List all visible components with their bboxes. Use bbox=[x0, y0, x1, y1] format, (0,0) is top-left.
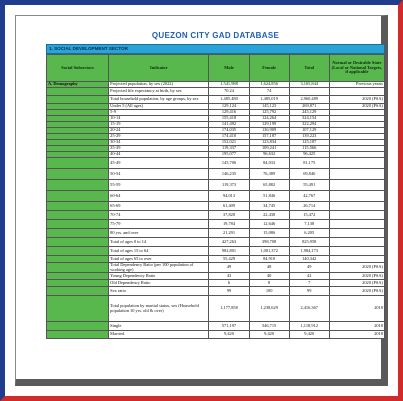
male-cell: 571,197 bbox=[209, 322, 249, 331]
female-cell: 22,438 bbox=[249, 211, 289, 220]
total-cell: 2,416,367 bbox=[289, 296, 329, 322]
remarks-cell bbox=[329, 158, 384, 169]
female-cell: 546,715 bbox=[249, 322, 289, 331]
indicator-cell: 25-29 bbox=[109, 134, 209, 140]
header-total: Total bbox=[289, 55, 329, 82]
female-cell: 145,123 bbox=[249, 104, 289, 110]
remarks-cell bbox=[329, 180, 384, 191]
remarks-cell bbox=[329, 88, 384, 96]
document-title: QUEZON CITY GAD DATABASE bbox=[151, 31, 280, 40]
male-cell: 99 bbox=[209, 287, 249, 296]
table-row bbox=[47, 238, 385, 247]
subsector-cell-blank bbox=[47, 169, 109, 180]
remarks-cell: 2020 (PSA) bbox=[329, 287, 384, 296]
male-cell: 119,373 bbox=[209, 180, 249, 191]
indicator-cell: Sex ratio bbox=[109, 287, 209, 296]
male-cell: 145,706 bbox=[209, 158, 249, 169]
remarks-cell bbox=[329, 191, 384, 202]
remarks-cell bbox=[329, 256, 384, 263]
table-row bbox=[47, 96, 385, 104]
male-cell: 982,801 bbox=[209, 247, 249, 256]
female-cell: 136,909 bbox=[249, 128, 289, 134]
total-cell: 26,714 bbox=[289, 202, 329, 211]
male-cell: 427,263 bbox=[209, 238, 249, 247]
total-cell: 125,187 bbox=[289, 140, 329, 146]
male-cell: 1,177,858 bbox=[209, 296, 249, 322]
remarks-cell bbox=[329, 238, 384, 247]
female-cell: 1,485,019 bbox=[249, 96, 289, 104]
subsector-cell-blank bbox=[47, 247, 109, 256]
subsector-cell-blank bbox=[47, 180, 109, 191]
female-cell: 40 bbox=[249, 273, 289, 280]
indicator-cell: Under 5 (All ages) bbox=[109, 104, 209, 110]
indicator-cell: 80 yrs. and over bbox=[109, 229, 209, 238]
indicator-cell: 60-64 bbox=[109, 191, 209, 202]
male-cell: 70.24 bbox=[209, 88, 249, 96]
table-row bbox=[47, 169, 385, 180]
indicator-cell: Single bbox=[109, 322, 209, 331]
indicator-cell: Married bbox=[109, 331, 209, 339]
total-cell: 322,294 bbox=[289, 122, 329, 128]
table-row bbox=[47, 280, 385, 287]
table-row bbox=[47, 263, 385, 273]
subsector-cell-blank bbox=[47, 158, 109, 169]
male-cell: 1,541,988 bbox=[209, 82, 249, 88]
table-row bbox=[47, 247, 385, 256]
female-cell: 1,001,372 bbox=[249, 247, 289, 256]
total-cell: 9,420 bbox=[289, 331, 329, 339]
remarks-cell bbox=[329, 220, 384, 229]
subsector-cell-blank bbox=[47, 88, 109, 96]
total-cell: 1,118,912 bbox=[289, 322, 329, 331]
female-cell: 157,187 bbox=[249, 134, 289, 140]
male-cell: 146,235 bbox=[209, 169, 249, 180]
female-cell: 1,238,629 bbox=[249, 296, 289, 322]
female-cell: 84,910 bbox=[249, 256, 289, 263]
subsector-cell-blank bbox=[47, 273, 109, 280]
total-cell: 139,223 bbox=[289, 134, 329, 140]
total-cell: 6,205 bbox=[289, 229, 329, 238]
remarks-cell bbox=[329, 247, 384, 256]
male-cell: 174,410 bbox=[209, 134, 249, 140]
female-cell: 109,241 bbox=[249, 146, 289, 152]
total-cell: 81,175 bbox=[289, 158, 329, 169]
indicator-cell: 55-59 bbox=[109, 180, 209, 191]
subsector-cell-blank bbox=[47, 256, 109, 263]
female-cell: 129,199 bbox=[249, 122, 289, 128]
indicator-cell: 30-34 bbox=[109, 140, 209, 146]
gad-table bbox=[46, 54, 385, 339]
male-cell: 55,429 bbox=[209, 256, 249, 263]
table-row bbox=[47, 229, 385, 238]
female-cell: 51,846 bbox=[249, 191, 289, 202]
table-row-single bbox=[47, 322, 385, 331]
subsector-cell-blank bbox=[47, 287, 109, 296]
total-cell: 7 bbox=[289, 280, 329, 287]
indicator-cell: 20-24 bbox=[109, 128, 209, 134]
total-cell: 96,425 bbox=[289, 152, 329, 158]
indicator-cell: Total of ages 15 to 64 bbox=[109, 247, 209, 256]
header-subsector: Social Subsectors bbox=[47, 55, 109, 82]
total-cell bbox=[289, 88, 329, 96]
male-cell: 43 bbox=[209, 273, 249, 280]
subsector-cell-blank bbox=[47, 331, 109, 339]
remarks-cell: 2020 (PSA) bbox=[329, 263, 384, 273]
male-cell: 141,492 bbox=[209, 122, 249, 128]
indicator-cell: 15-19 bbox=[109, 122, 209, 128]
male-cell: 21,291 bbox=[209, 229, 249, 238]
header-female: Female bbox=[249, 55, 289, 82]
indicator-cell: Projected life expectancy at birth, by sex bbox=[109, 88, 209, 96]
header-indicator: Indicator bbox=[109, 55, 209, 82]
document-frame bbox=[15, 15, 388, 386]
female-cell: 34,745 bbox=[249, 202, 289, 211]
male-cell: 174,035 bbox=[209, 128, 249, 134]
male-cell: 9,420 bbox=[209, 331, 249, 339]
remarks-cell: Previous yearts bbox=[329, 82, 384, 88]
male-cell: 152,021 bbox=[209, 140, 249, 146]
total-cell: 7,138 bbox=[289, 220, 329, 229]
subsector-cell-blank bbox=[47, 322, 109, 331]
indicator-cell: 5-9 bbox=[109, 110, 209, 116]
male-cell: 1,485,480 bbox=[209, 96, 249, 104]
total-cell: 55,491 bbox=[289, 180, 329, 191]
section-header: 1. SOCIAL DEVELOPMENT SECTOR bbox=[46, 44, 385, 54]
female-cell: 74 bbox=[249, 88, 289, 96]
female-cell: 96,632 bbox=[249, 152, 289, 158]
male-cell: 37,828 bbox=[209, 211, 249, 220]
female-cell: 1,624,856 bbox=[249, 82, 289, 88]
indicator-cell: Young Dependency Ratio bbox=[109, 273, 209, 280]
female-cell: 12,646 bbox=[249, 220, 289, 229]
indicator-cell: 70-74 bbox=[109, 211, 209, 220]
indicator-cell: Old Dependency Ratio bbox=[109, 280, 209, 287]
indicator-cell: Projected population, by sex (2022) bbox=[109, 82, 209, 88]
total-cell: 42 bbox=[289, 273, 329, 280]
header-male: Male bbox=[209, 55, 249, 82]
subsector-cell-blank bbox=[47, 202, 109, 211]
indicator-cell: Total population by marital status, sex (Household population 10 yrs. old & over) bbox=[109, 296, 209, 322]
subsector-cell-blank bbox=[47, 211, 109, 220]
remarks-cell: 2018 bbox=[329, 331, 384, 339]
female-cell: 65,882 bbox=[249, 180, 289, 191]
total-cell: 115,566 bbox=[289, 146, 329, 152]
remarks-cell bbox=[329, 202, 384, 211]
indicator-cell: 50-54 bbox=[109, 169, 209, 180]
male-cell: 129,416 bbox=[209, 110, 249, 116]
document-page bbox=[46, 30, 385, 395]
male-cell: 129,124 bbox=[209, 104, 249, 110]
table-row bbox=[47, 211, 385, 220]
subsector-cell-blank bbox=[47, 229, 109, 238]
total-cell: 140,342 bbox=[289, 256, 329, 263]
table-row bbox=[47, 273, 385, 280]
total-cell: 15,472 bbox=[289, 211, 329, 220]
subsector-cell-blank bbox=[47, 220, 109, 229]
subsector-cell-blank bbox=[47, 280, 109, 287]
male-cell: 94,013 bbox=[209, 191, 249, 202]
indicator-cell: Total of ages 65 to over bbox=[109, 256, 209, 263]
female-cell: 398,708 bbox=[249, 238, 289, 247]
total-cell: 324,154 bbox=[289, 116, 329, 122]
table-row bbox=[47, 88, 385, 96]
total-cell: 269,871 bbox=[289, 104, 329, 110]
male-cell: 119,337 bbox=[209, 146, 249, 152]
indicator-cell: 35-39 bbox=[109, 146, 209, 152]
total-cell: 3,165,844 bbox=[289, 82, 329, 88]
indicator-cell: 65-69 bbox=[109, 202, 209, 211]
indicator-cell: Total Dependency Ratio (per 100 population of working age) bbox=[109, 263, 209, 273]
table-row-marital bbox=[47, 296, 385, 322]
remarks-cell: 2018 bbox=[329, 322, 384, 331]
remarks-cell: 2020 (PSA) bbox=[329, 96, 384, 104]
female-cell: 8 bbox=[249, 280, 289, 287]
female-cell: 48 bbox=[249, 263, 289, 273]
total-cell: 1,984,173 bbox=[289, 247, 329, 256]
male-cell: 49 bbox=[209, 263, 249, 273]
table-row bbox=[47, 158, 385, 169]
total-cell: 107,129 bbox=[289, 128, 329, 134]
subsector-cell-blank bbox=[47, 191, 109, 202]
header-remarks: Normal or Desirable State (Local or National Targets, if applicable bbox=[329, 55, 384, 82]
indicator-cell: 40-44 bbox=[109, 152, 209, 158]
indicator-cell: 10-14 bbox=[109, 116, 209, 122]
female-cell: 123,834 bbox=[249, 140, 289, 146]
female-cell: 76,389 bbox=[249, 169, 289, 180]
subsector-cell-blank bbox=[47, 96, 109, 104]
subsector-cell-blank bbox=[47, 296, 109, 322]
table-row bbox=[47, 180, 385, 191]
table-row-married bbox=[47, 331, 385, 339]
female-cell: 9,420 bbox=[249, 331, 289, 339]
table-row bbox=[47, 287, 385, 296]
female-cell: 84,033 bbox=[249, 158, 289, 169]
indicator-cell: 75-79 bbox=[109, 220, 209, 229]
female-cell: 124,264 bbox=[249, 116, 289, 122]
remarks-cell: 2020 (PSA) bbox=[329, 273, 384, 280]
remarks-cell bbox=[329, 229, 384, 238]
remarks-cell: 2020 (PSA) bbox=[329, 104, 384, 110]
indicator-cell: Total household population, by age groups, by sex bbox=[109, 96, 209, 104]
total-cell: 49 bbox=[289, 263, 329, 273]
total-cell: 69,846 bbox=[289, 169, 329, 180]
total-cell: 99 bbox=[289, 287, 329, 296]
remarks-cell: 2018 bbox=[329, 296, 384, 322]
table-row bbox=[47, 202, 385, 211]
female-cell: 15,086 bbox=[249, 229, 289, 238]
remarks-cell: 2020 (PSA) bbox=[329, 280, 384, 287]
subsector-cell-blank bbox=[47, 263, 109, 273]
table-row bbox=[47, 191, 385, 202]
total-cell: 42,767 bbox=[289, 191, 329, 202]
remarks-cell bbox=[329, 169, 384, 180]
total-cell: 2,960,489 bbox=[289, 96, 329, 104]
indicator-cell: Total of ages 0 to 14 bbox=[109, 238, 209, 247]
table-row bbox=[47, 256, 385, 263]
male-cell: 195,077 bbox=[209, 152, 249, 158]
male-cell: 19,784 bbox=[209, 220, 249, 229]
male-cell: 61,409 bbox=[209, 202, 249, 211]
male-cell: 155,418 bbox=[209, 116, 249, 122]
total-cell: 825,958 bbox=[289, 238, 329, 247]
male-cell: 6 bbox=[209, 280, 249, 287]
remarks-cell bbox=[329, 211, 384, 220]
subsector-cell-blank bbox=[47, 238, 109, 247]
table-row bbox=[47, 220, 385, 229]
indicator-cell: 45-49 bbox=[109, 158, 209, 169]
female-cell: 125,792 bbox=[249, 110, 289, 116]
female-cell: 100 bbox=[249, 287, 289, 296]
total-cell: 245,129 bbox=[289, 110, 329, 116]
subsector-cell: A. Demography bbox=[47, 82, 109, 88]
